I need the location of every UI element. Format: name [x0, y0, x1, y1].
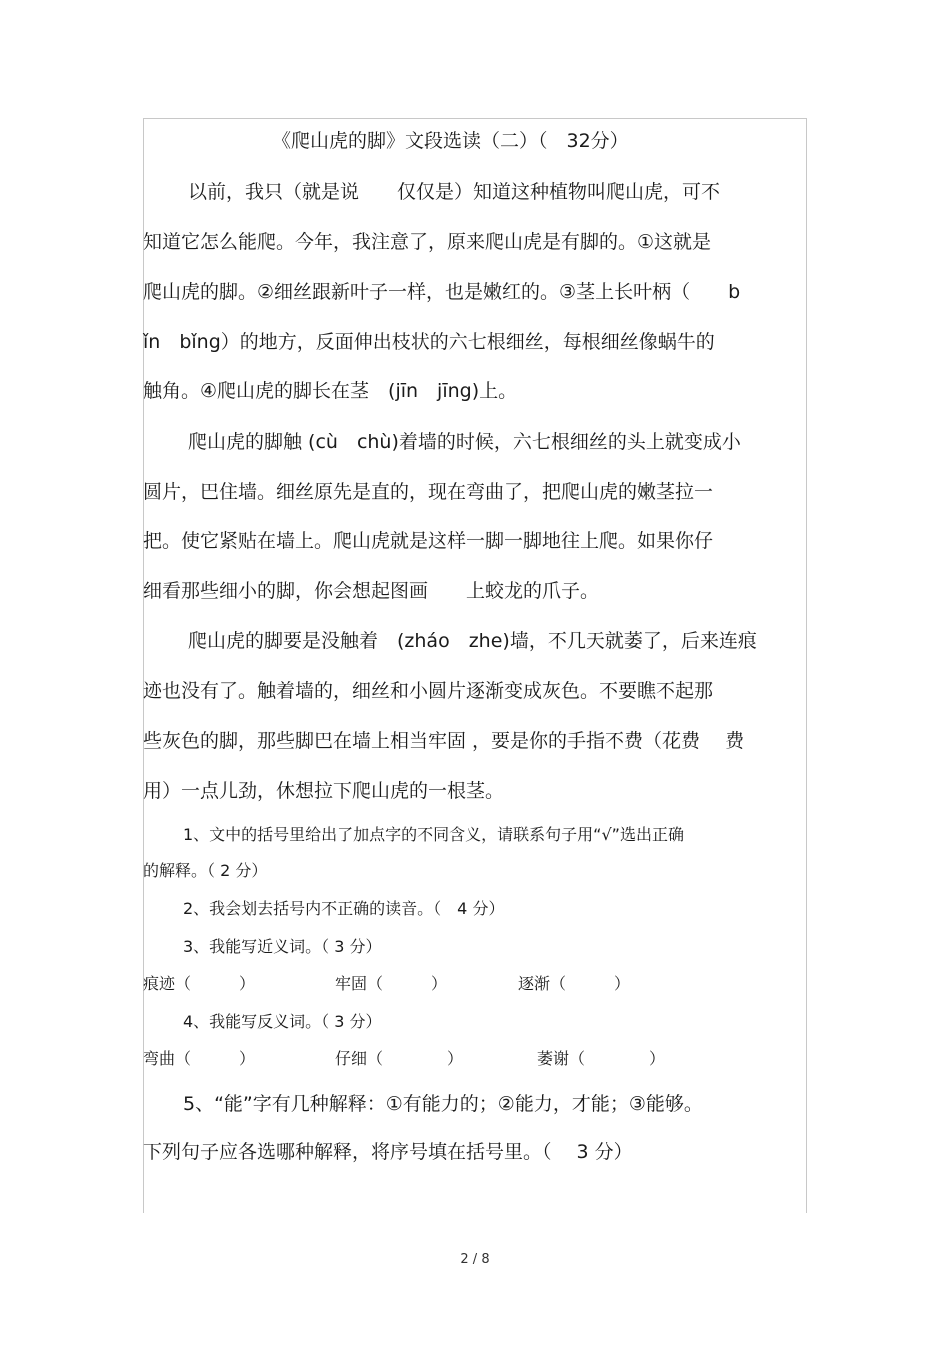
page-number: 2 / 8 [460, 1252, 490, 1267]
question-1-line-2: 的解释。（ 2 分） [143, 861, 268, 880]
paragraph-1-line-1: 以前，我只（就是说 仅仅是）知道这种植物叫爬山虎，可不 [188, 181, 721, 203]
synonym-blank-1[interactable]: 痕迹（ ） [143, 974, 256, 993]
question-4: 4、我能写反义词。（ 3 分） [183, 1012, 382, 1031]
antonym-blank-3[interactable]: 萎谢（ ） [537, 1049, 666, 1068]
antonym-blank-2[interactable]: 仔细（ ） [335, 1049, 464, 1068]
document-title: 《爬山虎的脚》文段选读（二）（ 32分） [272, 130, 629, 152]
question-3: 3、我能写近义词。（ 3 分） [183, 937, 382, 956]
paragraph-2-line-1: 爬山虎的脚触 (cù chù)着墙的时候，六七根细丝的头上就变成小 [188, 431, 741, 453]
paragraph-1-line-5: 触角。④爬山虎的脚长在茎 (jīn jīng)上。 [143, 380, 518, 402]
paragraph-3-line-4: 用）一点儿劲，休想拉下爬山虎的一根茎。 [143, 780, 505, 802]
question-5-line-1: 5、“能”字有几种解释：①有能力的；②能力，才能；③能够。 [183, 1093, 703, 1115]
paragraph-3-line-2: 迹也没有了。触着墙的，细丝和小圆片逐渐变成灰色。不要瞧不起那 [143, 680, 714, 702]
synonym-blank-2[interactable]: 牢固（ ） [335, 974, 448, 993]
question-5-line-2: 下列句子应各选哪种解释，将序号填在括号里。（ 3 分） [143, 1141, 633, 1163]
paragraph-3-line-3: 些灰色的脚，那些脚巴在墙上相当牢固 ，要是你的手指不费（花费 费 [143, 730, 745, 752]
paragraph-1-line-2: 知道它怎么能爬。今年，我注意了，原来爬山虎是有脚的。①这就是 [143, 231, 712, 253]
antonym-blank-1[interactable]: 弯曲（ ） [143, 1049, 256, 1068]
paragraph-2-line-4: 细看那些细小的脚，你会想起图画 上蛟龙的爪子。 [143, 580, 600, 602]
question-2: 2、我会划去括号内不正确的读音。（ 4 分） [183, 899, 505, 918]
paragraph-2-line-3: 把。使它紧贴在墙上。爬山虎就是这样一脚一脚地往上爬。如果你仔 [143, 530, 714, 552]
question-1-line-1: 1、文中的括号里给出了加点字的不同含义，请联系句子用“√”选出正确 [183, 825, 684, 844]
paragraph-2-line-2: 圆片，巴住墙。细丝原先是直的，现在弯曲了，把爬山虎的嫩茎拉一 [143, 481, 714, 503]
paragraph-3-line-1: 爬山虎的脚要是没触着 (zháo zhe)墙，不几天就萎了，后来连痕 [188, 630, 757, 652]
paragraph-1-line-3: 爬山虎的脚。②细丝跟新叶子一样，也是嫩红的。③茎上长叶柄（ b [143, 281, 741, 303]
paragraph-1-line-4: ǐn bǐng）的地方，反面伸出枝状的六七根细丝，每根细丝像蜗牛的 [143, 331, 715, 353]
synonym-blank-3[interactable]: 逐渐（ ） [518, 974, 631, 993]
